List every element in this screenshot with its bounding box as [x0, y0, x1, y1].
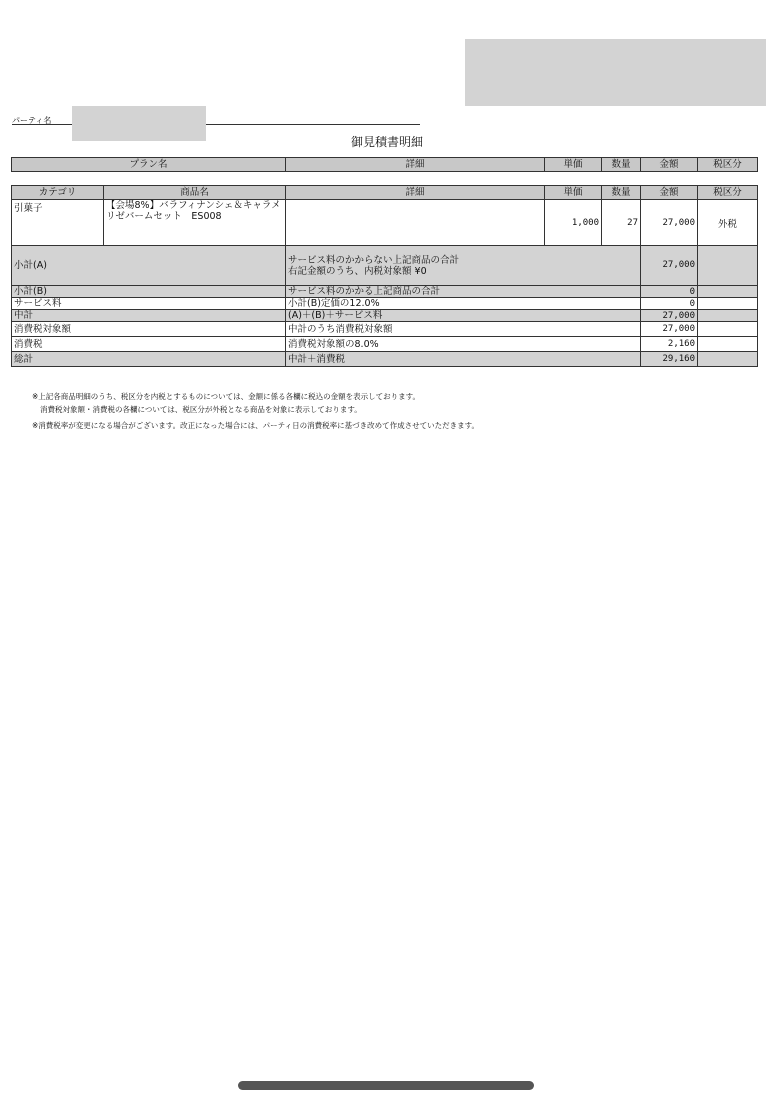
note-tax-exclusive: 消費税対象額・消費税の各欄については、税区分が外税となる商品を対象に表示しております。: [40, 405, 362, 414]
summary-detail: (A)＋(B)＋サービス料: [286, 310, 641, 322]
subtotal-a-amount: 27,000: [641, 246, 698, 286]
summary-row-taxable-amount: [12, 322, 758, 337]
summary-row-service-fee: [12, 298, 758, 310]
items-col-detail: 詳細: [286, 186, 545, 200]
item-unit-price: 1,000: [545, 200, 602, 247]
summary-tax: [698, 352, 758, 367]
subtotal-a-label: 小計(A): [12, 246, 286, 286]
summary-table: [11, 245, 758, 367]
summary-tax: [698, 286, 758, 298]
redacted-block-top: [465, 39, 766, 106]
summary-amount: 27,000: [641, 322, 698, 337]
summary-row-midtotal: [12, 310, 758, 322]
summary-amount: 0: [641, 286, 698, 298]
summary-label: 消費税: [12, 337, 286, 352]
document-title: 御見積書明細: [350, 135, 423, 149]
plan-table: [11, 157, 758, 172]
plan-col-unit-price: 単価: [545, 158, 602, 172]
summary-tax: [698, 337, 758, 352]
summary-detail: 中計＋消費税: [286, 352, 641, 367]
plan-col-tax: 税区分: [698, 158, 758, 172]
summary-amount: 0: [641, 298, 698, 310]
item-quantity: 27: [602, 200, 641, 247]
summary-amount: 27,000: [641, 310, 698, 322]
summary-row-consumption-tax: [12, 337, 758, 352]
summary-tax: [698, 322, 758, 337]
plan-col-detail: 詳細: [286, 158, 545, 172]
party-name-label: パーティ名: [12, 116, 52, 125]
item-category: 引菓子: [12, 200, 104, 247]
summary-label: 消費税対象額: [12, 322, 286, 337]
summary-tax: [698, 310, 758, 322]
items-col-quantity: 数量: [602, 186, 641, 200]
plan-col-quantity: 数量: [602, 158, 641, 172]
summary-label: サービス料: [12, 298, 286, 310]
plan-col-amount: 金額: [641, 158, 698, 172]
item-name: 【会場8%】バラフィナンシェ＆キャラメリゼバームセット ES008: [104, 200, 286, 247]
summary-label: 総計: [12, 352, 286, 367]
note-tax-inclusive: ※上記各商品明細のうち、税区分を内税とするものについては、金額に係る各欄に税込の金額を表示しております。: [32, 392, 421, 401]
item-detail: [286, 200, 545, 247]
note-tax-rate-change: ※消費税率が変更になる場合がございます。改正になった場合には、パーティ日の消費税率に基づき改めて作成させていただきます。: [32, 421, 479, 430]
items-col-name: 商品名: [104, 186, 286, 200]
items-header-row: [12, 186, 758, 200]
summary-detail: 中計のうち消費税対象額: [286, 322, 641, 337]
summary-detail: サービス料のかかる上記商品の合計: [286, 286, 641, 298]
plan-header-row: [12, 158, 758, 172]
summary-amount: 29,160: [641, 352, 698, 367]
table-row: [12, 200, 758, 247]
summary-row-grand-total: [12, 352, 758, 367]
summary-detail: 消費税対象額の8.0%: [286, 337, 641, 352]
subtotal-a-detail-line2: 右記金額のうち、内税対象額 ¥0: [288, 265, 427, 277]
subtotal-a-detail-line1: サービス料のかからない上記商品の合計: [288, 254, 460, 266]
items-table: [11, 185, 758, 247]
summary-row-subtotal-a: [12, 246, 758, 286]
plan-col-name: プラン名: [12, 158, 286, 172]
summary-label: 小計(B): [12, 286, 286, 298]
summary-tax: [698, 298, 758, 310]
items-col-category: カテゴリ: [12, 186, 104, 200]
items-col-unit-price: 単価: [545, 186, 602, 200]
summary-label: 中計: [12, 310, 286, 322]
home-indicator-bar[interactable]: [238, 1081, 534, 1090]
subtotal-a-tax: [698, 246, 758, 286]
summary-row-subtotal-b: [12, 286, 758, 298]
item-amount: 27,000: [641, 200, 698, 247]
items-col-tax: 税区分: [698, 186, 758, 200]
summary-amount: 2,160: [641, 337, 698, 352]
summary-detail: 小計(B)定価の12.0%: [286, 298, 641, 310]
item-tax: 外税: [698, 200, 758, 247]
subtotal-a-detail: [286, 246, 641, 286]
items-col-amount: 金額: [641, 186, 698, 200]
